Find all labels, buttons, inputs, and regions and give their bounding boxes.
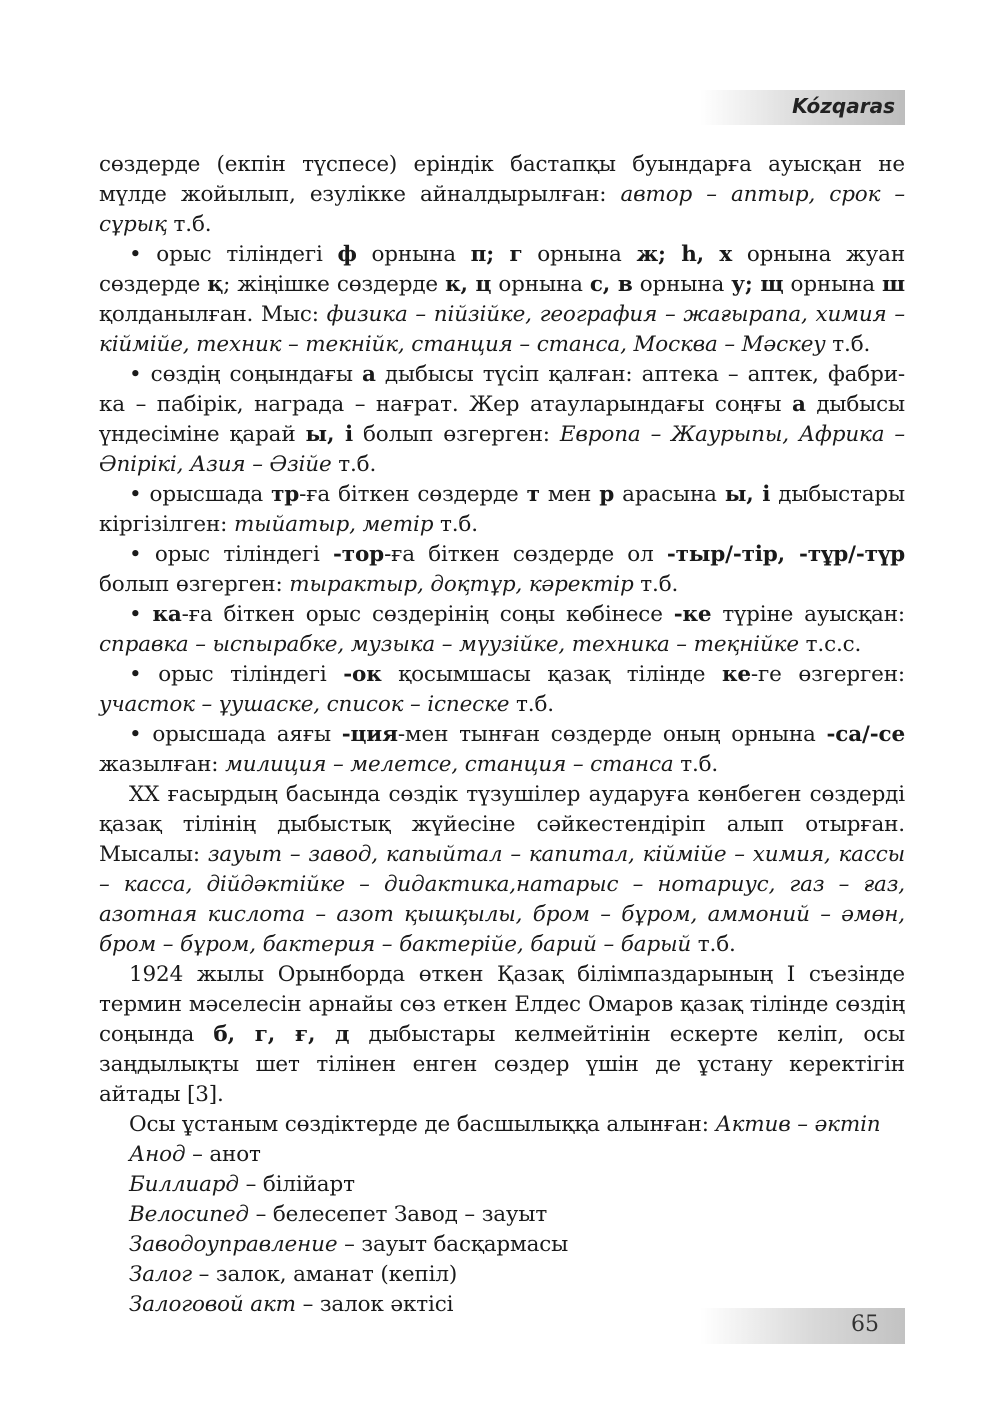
text-run: орнына	[783, 272, 883, 297]
paragraph	[99, 960, 905, 1110]
text-run: т.б.	[166, 212, 212, 237]
italic-text: Европа – Жаурыпы, Африка – Әпірікі, Азия – Әзійе	[99, 422, 905, 477]
term-definition: – анот	[185, 1142, 261, 1167]
text-run: сөздерде (екпін түспесе) еріндік бастапқы буындарға ауысқан не мүлде жойылып, езулікке айналдырылған:	[99, 152, 905, 207]
italic-text: физика – пійзійке, география – жағырапа, химия – кіймійе, техник – текнійк, станция – станса, Москва – Мәскеу	[99, 302, 905, 357]
bold-text: тр	[271, 482, 300, 507]
text-run: • орыс тіліндегі	[129, 662, 344, 687]
term-definition: – залок, аманат (кепіл)	[191, 1262, 458, 1287]
text-run: •	[129, 602, 153, 627]
bold-text: ка	[152, 602, 182, 627]
italic-text: участок – ұушаске, список – іспеске	[99, 692, 510, 717]
term: Залоговой акт	[129, 1292, 296, 1317]
paragraph	[99, 240, 905, 360]
running-header	[700, 90, 905, 125]
bold-text: ке	[721, 662, 751, 687]
bold-text: у; щ	[731, 272, 784, 297]
italic-text: тыйатыр, метір	[233, 512, 434, 537]
term-definition: – зауыт басқармасы	[337, 1232, 569, 1257]
text-run: -ге өзгерген:	[750, 662, 906, 687]
text-run: Осы ұстаным сөздіктерде де басшылыққа алынған:	[129, 1112, 716, 1137]
text-run: • орысшада аяғы	[129, 722, 342, 747]
italic-text: милиция – мелетсе, станция – станса	[225, 752, 674, 777]
bold-text: а	[361, 362, 376, 387]
text-run: -ға біткен орыс сөздерінің соңы көбінесе	[181, 602, 674, 627]
term-definition: – білійарт	[238, 1172, 355, 1197]
bold-text: ы, і	[305, 422, 353, 447]
term-list-item	[129, 1170, 905, 1200]
bold-text: -тор	[333, 542, 385, 567]
text-run: • орыс тіліндегі	[129, 242, 338, 267]
term: Залог	[129, 1262, 192, 1287]
text-run: жазылған:	[99, 752, 226, 777]
journal-title: Kózqaras	[792, 94, 895, 118]
text-run: -ға біткен сөздерде	[299, 482, 527, 507]
body-text	[99, 150, 905, 1140]
bold-text: п; г	[470, 242, 523, 267]
text-run: арасына	[614, 482, 725, 507]
text-run: орнына	[491, 272, 590, 297]
text-run: 1924 жылы Орынборда өткен Қазақ білімпаздарының І съезінде термин мәселесін арнайы сөз еткен Елдес Омаров қазақ тілінде сөздің соңында	[99, 962, 905, 1047]
term-definition: – белесепет Завод – зауыт	[248, 1202, 548, 1227]
paragraph	[99, 720, 905, 780]
term-list-item	[129, 1230, 905, 1260]
page-number: 65	[851, 1312, 879, 1337]
text-run: түріне ауысқан:	[711, 602, 905, 627]
italic-text: автор – аптыр, срок – сұрық	[99, 182, 905, 237]
term: Биллиард	[129, 1172, 239, 1197]
page-footer	[700, 1308, 905, 1344]
bold-text: -ке	[673, 602, 712, 627]
bold-text: -ция	[341, 722, 398, 747]
italic-text: тырактыр, доқтұр, кәректір	[289, 572, 634, 597]
term: Заводоуправление	[129, 1232, 338, 1257]
paragraph	[99, 540, 905, 600]
text-run: т.б.	[633, 572, 679, 597]
text-run: орнына жуан сөздерде	[99, 242, 906, 297]
text-run: қолданылған. Мыс:	[99, 302, 327, 327]
text-run: орнына	[522, 242, 637, 267]
text-run: ; жіңішке сөздерде	[223, 272, 446, 297]
paragraph	[99, 780, 905, 960]
italic-text: справка – ыспырабке, музыка – мүузійке, техника – теқнійке	[99, 632, 799, 657]
text-run: т.с.с.	[798, 632, 862, 657]
term-list-item	[129, 1140, 905, 1170]
text-run: т.б.	[331, 452, 377, 477]
text-run: т.б.	[509, 692, 554, 717]
text-run: • сөздің соңындағы	[129, 362, 362, 387]
term: Анод	[129, 1142, 186, 1167]
paragraph	[99, 1110, 905, 1140]
text-run: дыбыстары келмейтінін ескерте келіп, осы заңдылықты шет тілінен енген сөздер үшін де ұстану керектігін айтады [3].	[99, 1022, 905, 1107]
bold-text: с, в	[589, 272, 633, 297]
paragraph	[99, 600, 905, 660]
text-run: т.б.	[433, 512, 478, 537]
bold-text: ф	[337, 242, 357, 267]
bold-text: -са/-се	[826, 722, 905, 747]
text-run: т.б.	[691, 932, 736, 957]
text-run: болып өзгерген:	[99, 572, 290, 597]
text-run: қосымшасы қазақ тілінде	[381, 662, 722, 687]
bold-text: -ок	[343, 662, 382, 687]
paragraph	[99, 660, 905, 720]
bold-text: -тыр/-тір, -тұр/-түр	[666, 542, 905, 567]
bold-text: ы, і	[724, 482, 771, 507]
page-body	[99, 150, 905, 1320]
bold-text: қ	[207, 272, 224, 297]
bold-text: р	[599, 482, 615, 507]
text-run: болып өзгерген:	[352, 422, 560, 447]
text-run: орнына	[356, 242, 471, 267]
bold-text: а	[791, 392, 806, 417]
text-run: дыбысы үндесіміне қарай	[99, 392, 905, 447]
text-run: орнына	[632, 272, 732, 297]
text-run: т.б.	[825, 332, 871, 357]
bold-text: ж; h, х	[636, 242, 733, 267]
term-list-item	[129, 1260, 905, 1290]
term-list	[129, 1140, 905, 1320]
paragraph	[99, 150, 905, 240]
italic-text: Актив – әктіп	[715, 1112, 881, 1137]
text-run: XX ғасырдың басында сөздік түзушілер аударуға көнбеген сөздерді қазақ тілінің дыбыстық жүйесіне сәйкестендіріп алып отырған. Мысалы:	[99, 782, 905, 867]
bold-text: ш	[882, 272, 905, 297]
bold-text: т	[526, 482, 540, 507]
paragraph	[99, 480, 905, 540]
text-run: -мен тынған сөздерде оның орнына	[397, 722, 827, 747]
paragraph	[99, 360, 905, 480]
bold-text: к, ц	[445, 272, 492, 297]
text-run: • орысшада	[129, 482, 272, 507]
italic-text: зауыт – завод, капыйтал – капитал, кіймійе – химия, кассы – касса, дійдәктійке – дидактика,натарыс – нотариус, газ – ғаз, азотная кислота – азот қышқылы, бром – бұром, аммоний – әмөн, бром – бұром, бактерия – бактерійе, барий – барый	[99, 842, 905, 957]
bold-text: б, г, ғ, д	[213, 1022, 350, 1047]
term: Велосипед	[129, 1202, 249, 1227]
text-run: дыбыстары кіргізілген:	[99, 482, 905, 537]
text-run: -ға біткен сөздерде ол	[384, 542, 667, 567]
text-run: мен	[539, 482, 600, 507]
term-list-item	[129, 1200, 905, 1230]
term-definition: – залок әктісі	[295, 1292, 454, 1317]
text-run: • орыс тіліндегі	[129, 542, 334, 567]
text-run: дыбысы түсіп қалған: аптека – аптек, фабри-ка – пабірік, награда – нағрат. Жер атауларындағы соңғы	[99, 362, 906, 417]
text-run: т.б.	[673, 752, 719, 777]
